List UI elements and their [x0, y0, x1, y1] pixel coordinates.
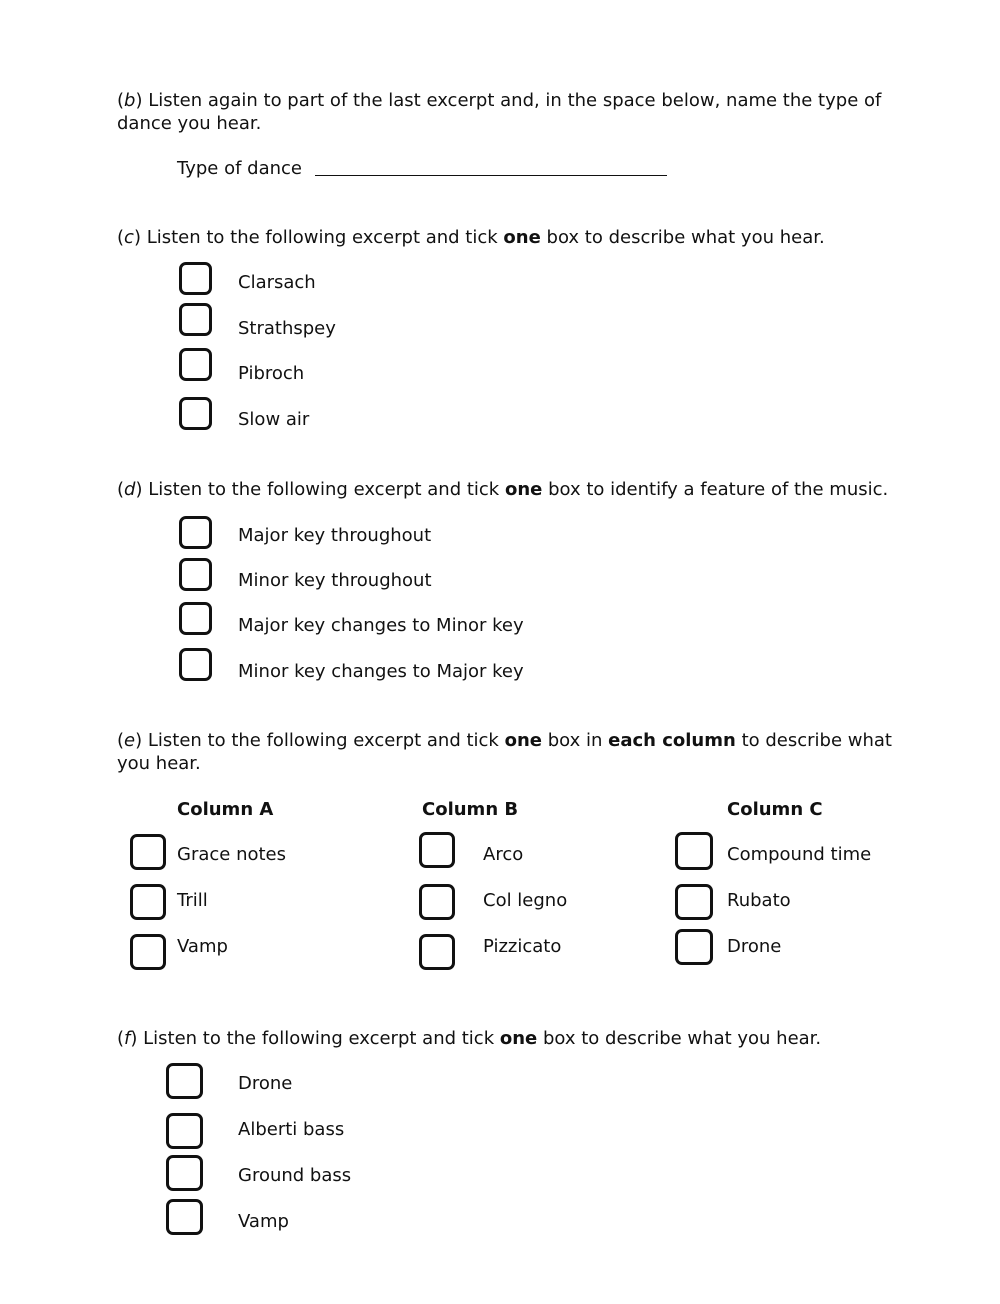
question-e-emphasis: one — [504, 730, 542, 751]
checkbox-rubato[interactable] — [675, 884, 713, 920]
checkbox-minor-to-major[interactable] — [179, 648, 212, 681]
question-e-text: (e) Listen to the following excerpt and tick one box in each column to describe what you hear. — [117, 730, 892, 774]
question-b-text: (b) Listen again to part of the last excerpt and, in the space below, name the type of dance you hear. — [117, 90, 882, 134]
checkbox-col-legno[interactable] — [419, 884, 455, 920]
checkbox-clarsach[interactable] — [179, 262, 212, 295]
option-trill: Trill — [177, 890, 208, 911]
question-e-emphasis-2: each column — [608, 730, 736, 751]
option-col-legno: Col legno — [483, 890, 568, 911]
option-rubato: Rubato — [727, 890, 791, 911]
column-c-heading: Column C — [727, 799, 823, 820]
question-d-instruction: Listen to the following excerpt and tick — [148, 479, 500, 500]
question-d-label: d — [124, 479, 136, 500]
column-b-heading: Column B — [422, 799, 519, 820]
question-d-instruction-end: box to identify a feature of the music. — [548, 479, 889, 500]
question-d-text: (d) Listen to the following excerpt and tick one box to identify a feature of the music. — [117, 479, 889, 500]
checkbox-grace-notes[interactable] — [130, 834, 166, 870]
checkbox-drone-c[interactable] — [675, 929, 713, 965]
checkbox-vamp-a[interactable] — [130, 934, 166, 970]
checkbox-ground-bass[interactable] — [166, 1155, 203, 1191]
option-pizzicato: Pizzicato — [483, 936, 562, 957]
checkbox-trill[interactable] — [130, 884, 166, 920]
option-clarsach: Clarsach — [238, 272, 316, 293]
option-ground-bass: Ground bass — [238, 1165, 352, 1186]
checkbox-vamp-f[interactable] — [166, 1199, 203, 1235]
question-e-instruction: Listen to the following excerpt and tick — [147, 730, 499, 751]
question-d-emphasis: one — [504, 479, 543, 500]
question-b-instruction: Listen again to part of the last excerpt and, in the space below, name the type of dance you hear. — [117, 90, 882, 134]
checkbox-minor-key-throughout[interactable] — [179, 558, 212, 591]
question-b-label: b — [124, 90, 136, 111]
question-c-instruction-end: box to describe what you hear. — [546, 227, 825, 248]
checkbox-pibroch[interactable] — [179, 348, 212, 381]
checkbox-pizzicato[interactable] — [419, 934, 455, 970]
question-c-text: (c) Listen to the following excerpt and tick one box to describe what you hear. — [117, 227, 825, 248]
option-major-key-throughout: Major key throughout — [238, 525, 432, 546]
option-alberti-bass: Alberti bass — [238, 1119, 345, 1140]
option-drone-f: Drone — [238, 1073, 293, 1094]
checkbox-strathspey[interactable] — [179, 303, 212, 336]
checkbox-arco[interactable] — [419, 832, 455, 868]
checkbox-compound-time[interactable] — [675, 832, 713, 870]
question-f-instruction: Listen to the following excerpt and tick — [143, 1028, 495, 1049]
checkbox-drone-f[interactable] — [166, 1063, 203, 1099]
option-pibroch: Pibroch — [238, 363, 305, 384]
option-strathspey: Strathspey — [238, 318, 336, 339]
question-e-instruction-end: to describe what you hear. — [117, 730, 892, 774]
question-e-instruction-mid: box in — [547, 730, 603, 751]
question-f-instruction-end: box to describe what you hear. — [542, 1028, 822, 1049]
question-c-emphasis: one — [503, 227, 541, 248]
question-f-text: (f) Listen to the following excerpt and tick one box to describe what you hear. — [117, 1028, 822, 1049]
option-slow-air: Slow air — [238, 409, 310, 430]
column-a-heading: Column A — [177, 799, 274, 820]
question-c-instruction: Listen to the following excerpt and tick — [146, 227, 498, 248]
option-minor-to-major: Minor key changes to Major key — [238, 661, 524, 682]
option-grace-notes: Grace notes — [177, 844, 287, 865]
question-e-label: e — [124, 730, 136, 751]
checkbox-major-to-minor[interactable] — [179, 602, 212, 635]
checkbox-alberti-bass[interactable] — [166, 1113, 203, 1149]
option-compound-time: Compound time — [727, 844, 872, 865]
option-vamp-f: Vamp — [238, 1211, 289, 1232]
question-f-emphasis: one — [499, 1028, 538, 1049]
option-arco: Arco — [483, 844, 524, 865]
option-major-to-minor: Major key changes to Minor key — [238, 615, 524, 636]
checkbox-slow-air[interactable] — [179, 397, 212, 430]
question-f-label: f — [124, 1028, 131, 1049]
option-minor-key-throughout: Minor key throughout — [238, 570, 432, 591]
type-of-dance-answer-line[interactable] — [315, 175, 667, 176]
option-vamp-a: Vamp — [177, 936, 228, 957]
option-drone-c: Drone — [727, 936, 782, 957]
checkbox-major-key-throughout[interactable] — [179, 516, 212, 549]
question-c-label: c — [124, 227, 134, 248]
type-of-dance-label: Type of dance — [177, 158, 302, 179]
